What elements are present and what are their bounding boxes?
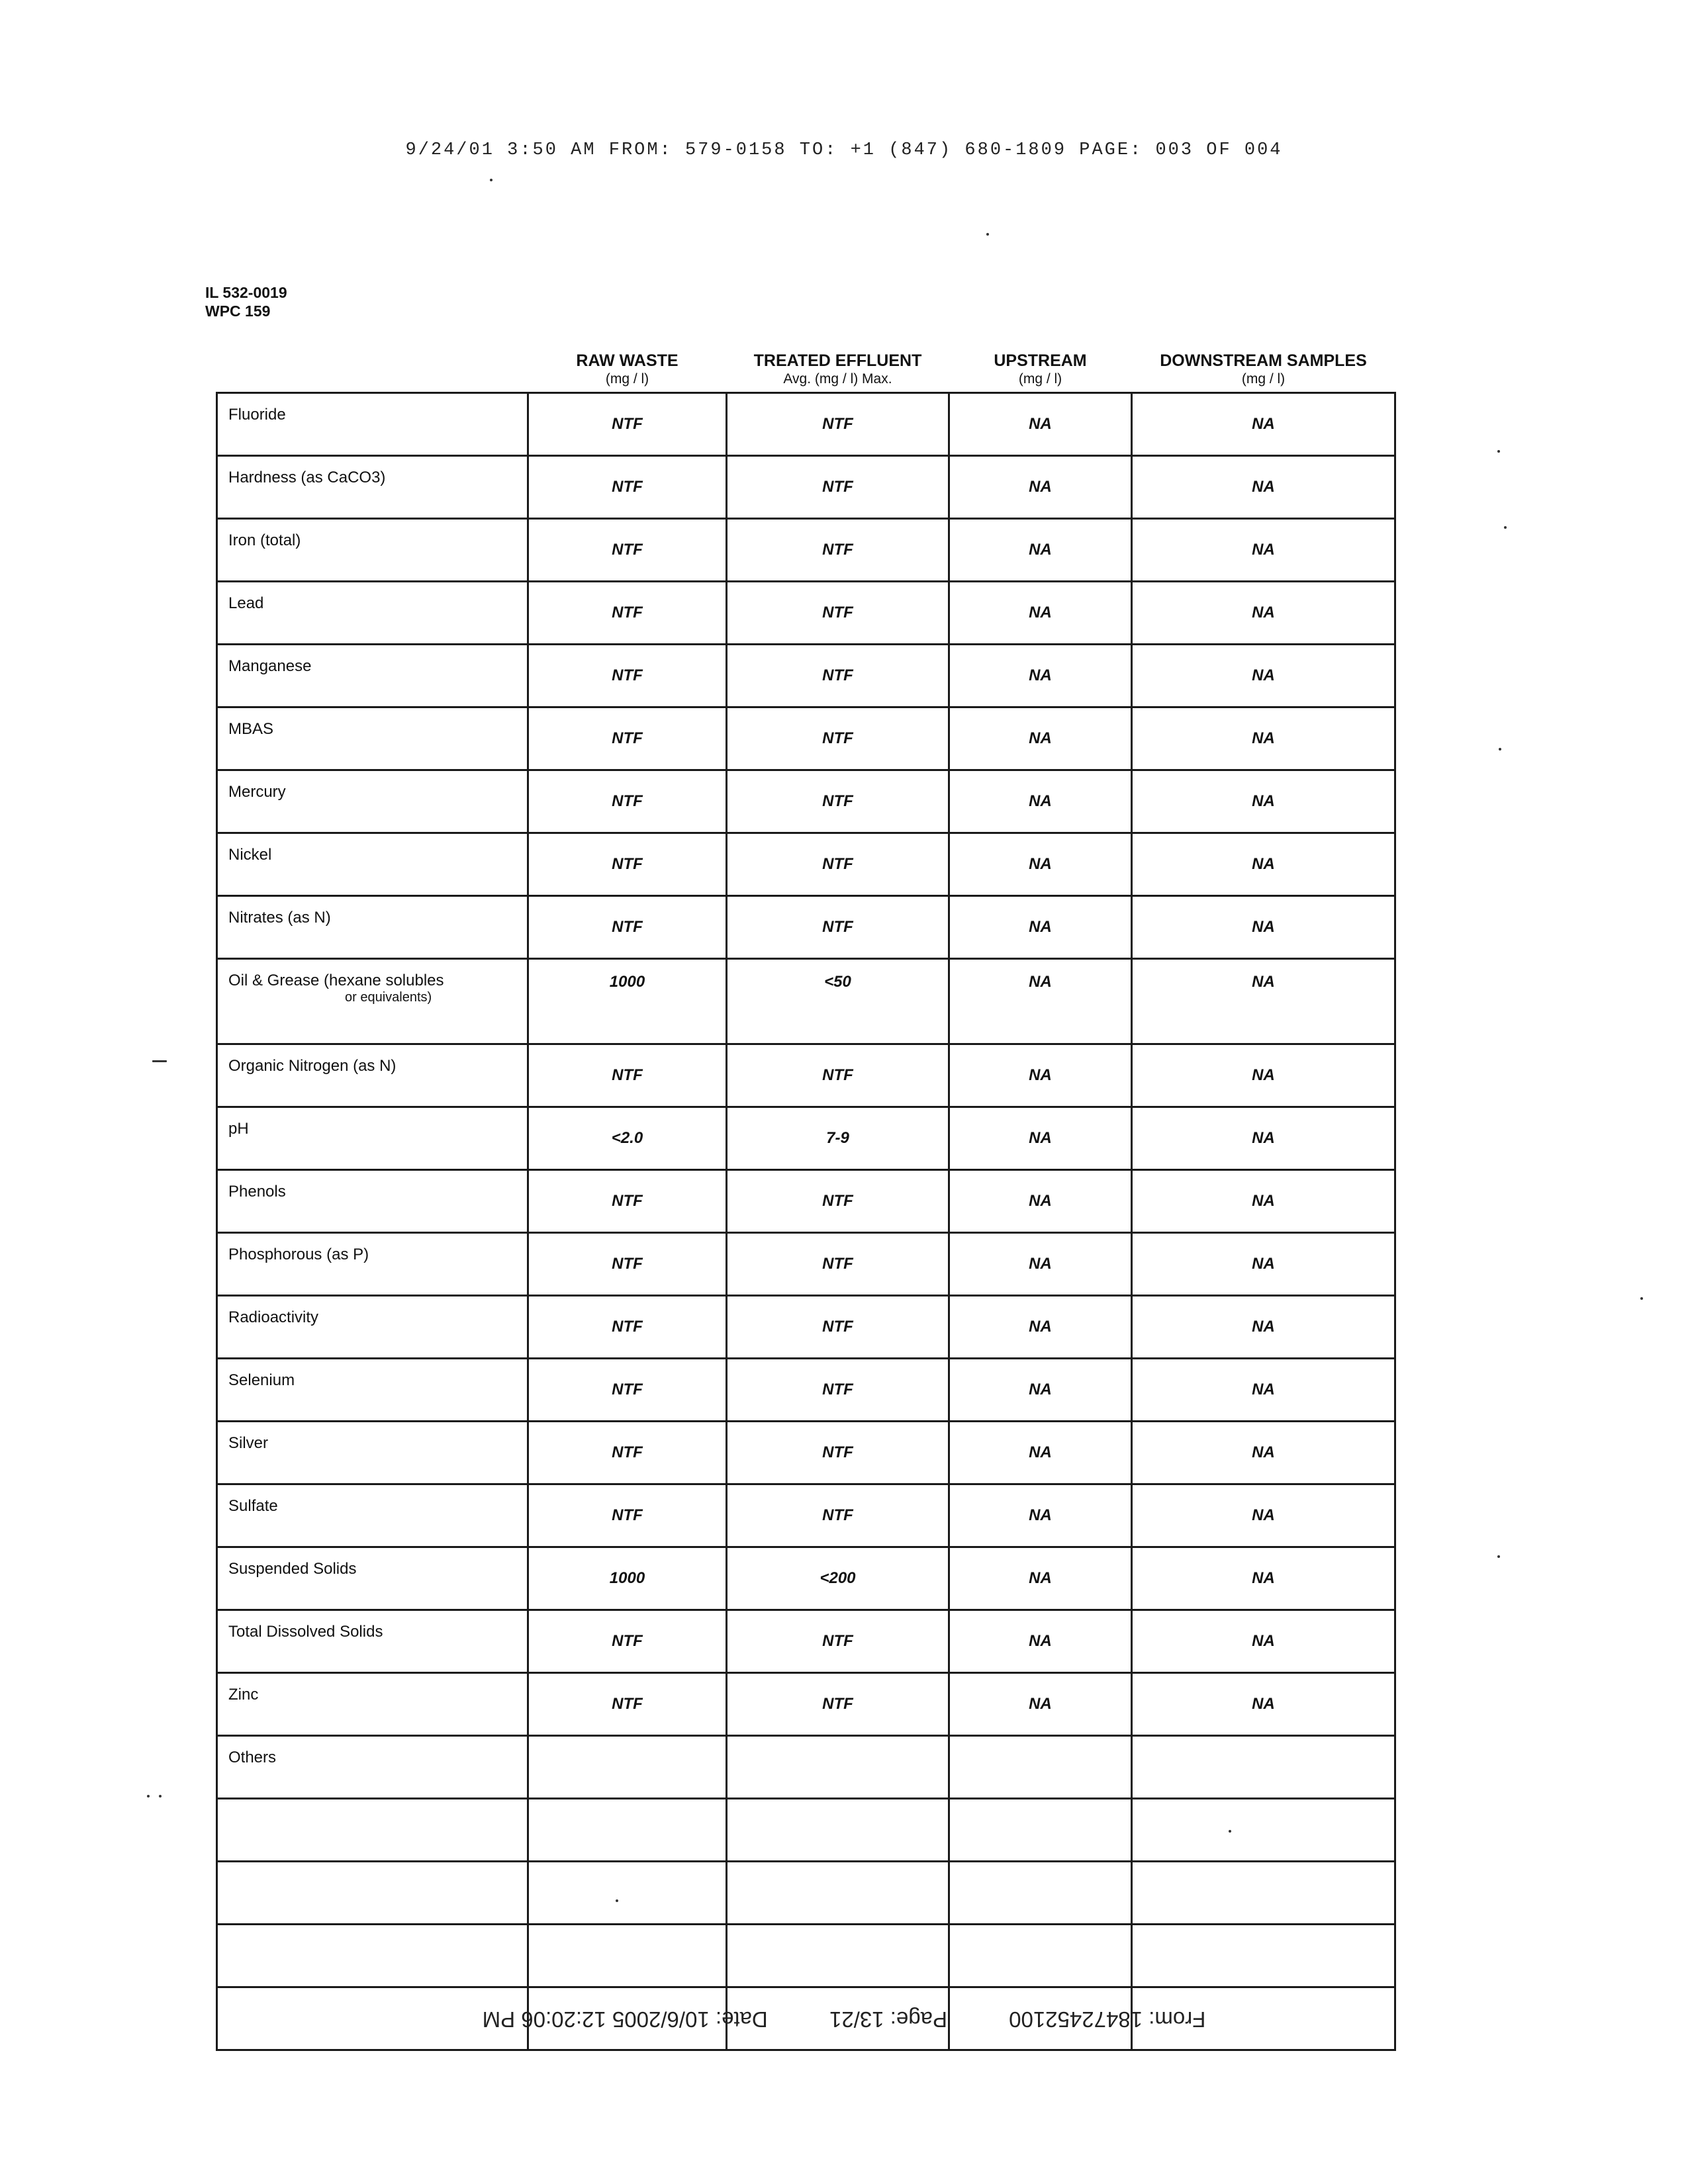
parameter-label: Fluoride (228, 406, 286, 424)
parameter-label: Total Dissolved Solids (228, 1623, 383, 1641)
column-title: DOWNSTREAM SAMPLES (1160, 351, 1367, 370)
value-cell-down: NA (1132, 1170, 1395, 1233)
value-cell-treated: NTF (727, 1484, 949, 1547)
table-row (217, 1925, 1395, 1987)
value-cell-down: NA (1132, 1296, 1395, 1359)
value-cell-raw: 1000 (528, 959, 727, 1044)
column-title: TREATED EFFLUENT (753, 351, 922, 370)
value-cell-raw: <2.0 (528, 1107, 727, 1170)
value-cell-up: NA (949, 1296, 1132, 1359)
value-cell-down: NA (1132, 393, 1395, 456)
table-row (217, 896, 1395, 959)
scan-speck (490, 179, 492, 181)
parameter-cell (217, 1170, 528, 1233)
parameter-label: Hardness (as CaCO3) (228, 469, 386, 486)
value-cell-up: NA (949, 1170, 1132, 1233)
parameter-cell (217, 1925, 528, 1987)
parameter-label: MBAS (228, 720, 274, 738)
table-row (217, 1296, 1395, 1359)
column-title: RAW WASTE (576, 351, 679, 370)
value-cell-treated: NTF (727, 456, 949, 519)
column-header-downstream-samples (1132, 328, 1395, 393)
value-cell-treated: NTF (727, 393, 949, 456)
value-cell-up: NA (949, 456, 1132, 519)
value-cell-up: NA (949, 393, 1132, 456)
parameter-cell (217, 707, 528, 770)
value-cell-up (949, 1799, 1132, 1862)
value-cell-treated: NTF (727, 1170, 949, 1233)
parameter-label: Nickel (228, 846, 272, 864)
value-cell-up: NA (949, 1547, 1132, 1610)
value-cell-treated: <50 (727, 959, 949, 1044)
parameter-label: Radioactivity (228, 1308, 319, 1326)
value-cell-down: NA (1132, 959, 1395, 1044)
parameter-label: Oil & Grease (hexane solubles (228, 972, 444, 989)
value-cell-down: NA (1132, 1673, 1395, 1736)
table-row (217, 1484, 1395, 1547)
table-row (217, 582, 1395, 645)
value-cell-up: NA (949, 645, 1132, 707)
value-cell-down: NA (1132, 645, 1395, 707)
column-header-parameter (217, 328, 528, 393)
table-row (217, 1107, 1395, 1170)
table-row (217, 833, 1395, 896)
parameter-cell (217, 645, 528, 707)
parameter-cell (217, 519, 528, 582)
document-id-line-2: WPC 159 (205, 302, 271, 320)
parameter-cell (217, 1233, 528, 1296)
table-row (217, 393, 1395, 456)
fax-footer-date: Date: 10/6/2005 12:20:06 PM (482, 2007, 768, 2032)
value-cell-raw: NTF (528, 1233, 727, 1296)
table-row (217, 456, 1395, 519)
value-cell-up: NA (949, 519, 1132, 582)
value-cell-raw: 1000 (528, 1547, 727, 1610)
parameter-cell (217, 1044, 528, 1107)
table-row (217, 1170, 1395, 1233)
value-cell-raw: NTF (528, 770, 727, 833)
scan-speck (1499, 748, 1501, 751)
fax-footer-upside-down (0, 2007, 1688, 2032)
value-cell-up: NA (949, 1673, 1132, 1736)
value-cell-up (949, 1736, 1132, 1799)
value-cell-up: NA (949, 1422, 1132, 1484)
parameter-label: Selenium (228, 1371, 295, 1389)
parameter-cell (217, 770, 528, 833)
parameter-cell (217, 1736, 528, 1799)
column-header-raw-waste (528, 328, 727, 393)
value-cell-treated: NTF (727, 707, 949, 770)
value-cell-raw: NTF (528, 645, 727, 707)
value-cell-up: NA (949, 1484, 1132, 1547)
column-title: UPSTREAM (994, 351, 1087, 370)
value-cell-raw (528, 1736, 727, 1799)
value-cell-down: NA (1132, 1484, 1395, 1547)
value-cell-raw: NTF (528, 1170, 727, 1233)
table-row (217, 770, 1395, 833)
fax-footer-page: Page: 13/21 (829, 2007, 947, 2032)
parameter-cell (217, 1359, 528, 1422)
column-unit: (mg / l) (605, 371, 649, 387)
table-row (217, 519, 1395, 582)
value-cell-down: NA (1132, 1547, 1395, 1610)
value-cell-raw: NTF (528, 1484, 727, 1547)
column-header-treated-effluent (727, 328, 949, 393)
scan-speck (1640, 1297, 1643, 1300)
value-cell-down: NA (1132, 1044, 1395, 1107)
value-cell-down: NA (1132, 707, 1395, 770)
value-cell-raw: NTF (528, 519, 727, 582)
table-row (217, 1044, 1395, 1107)
value-cell-treated: NTF (727, 519, 949, 582)
parameter-label-continued: or equivalents) (345, 990, 432, 1005)
table-row (217, 1610, 1395, 1673)
parameter-cell (217, 393, 528, 456)
parameter-cell (217, 1547, 528, 1610)
value-cell-treated: 7-9 (727, 1107, 949, 1170)
table-header-row (217, 328, 1395, 393)
value-cell-treated: NTF (727, 770, 949, 833)
parameter-label: Sulfate (228, 1497, 278, 1515)
fax-transmission-header: 9/24/01 3:50 AM FROM: 579-0158 TO: +1 (847) 680-1809 PAGE: 003 OF 004 (405, 140, 1283, 160)
parameter-label: Phenols (228, 1183, 286, 1201)
value-cell-down (1132, 1862, 1395, 1925)
parameter-label: Silver (228, 1434, 269, 1452)
value-cell-raw: NTF (528, 393, 727, 456)
column-unit: (mg / l) (1241, 371, 1286, 387)
value-cell-raw: NTF (528, 833, 727, 896)
value-cell-down: NA (1132, 456, 1395, 519)
value-cell-up: NA (949, 582, 1132, 645)
value-cell-treated: NTF (727, 1296, 949, 1359)
table-row (217, 1547, 1395, 1610)
value-cell-up: NA (949, 1233, 1132, 1296)
value-cell-treated (727, 1862, 949, 1925)
value-cell-up: NA (949, 770, 1132, 833)
value-cell-treated: NTF (727, 896, 949, 959)
scan-speck (986, 233, 989, 236)
value-cell-up: NA (949, 959, 1132, 1044)
parameter-label: Suspended Solids (228, 1560, 357, 1578)
parameter-label: Phosphorous (as P) (228, 1246, 369, 1263)
value-cell-up: NA (949, 1107, 1132, 1170)
value-cell-treated: NTF (727, 1359, 949, 1422)
value-cell-up (949, 1862, 1132, 1925)
table-row (217, 1422, 1395, 1484)
parameter-cell (217, 833, 528, 896)
value-cell-raw: NTF (528, 1422, 727, 1484)
document-id-line-1: IL 532-0019 (205, 284, 287, 301)
parameter-cell (217, 1484, 528, 1547)
value-cell-treated: NTF (727, 1422, 949, 1484)
value-cell-treated (727, 1925, 949, 1987)
value-cell-up (949, 1925, 1132, 1987)
parameter-cell (217, 1422, 528, 1484)
value-cell-down: NA (1132, 833, 1395, 896)
value-cell-up: NA (949, 833, 1132, 896)
table-row (217, 1799, 1395, 1862)
value-cell-raw: NTF (528, 456, 727, 519)
scan-speck (1497, 1555, 1500, 1558)
value-cell-down (1132, 1925, 1395, 1987)
parameter-label: Manganese (228, 657, 312, 675)
scan-speck (147, 1795, 150, 1797)
value-cell-raw (528, 1799, 727, 1862)
value-cell-down: NA (1132, 1359, 1395, 1422)
value-cell-down: NA (1132, 582, 1395, 645)
value-cell-treated (727, 1736, 949, 1799)
column-header-upstream (949, 328, 1132, 393)
value-cell-treated: NTF (727, 1233, 949, 1296)
table-row (217, 1862, 1395, 1925)
fax-footer-from: From: 18472452100 (1009, 2007, 1206, 2032)
value-cell-treated: NTF (727, 645, 949, 707)
parameter-cell (217, 1862, 528, 1925)
value-cell-raw: NTF (528, 1296, 727, 1359)
value-cell-up: NA (949, 1044, 1132, 1107)
parameter-cell (217, 1296, 528, 1359)
table-row (217, 1736, 1395, 1799)
scan-speck (152, 1060, 167, 1062)
table-row (217, 1359, 1395, 1422)
value-cell-raw (528, 1862, 727, 1925)
value-cell-treated: NTF (727, 833, 949, 896)
parameter-label: pH (228, 1120, 249, 1138)
parameter-label: Others (228, 1749, 277, 1766)
parameter-cell (217, 582, 528, 645)
scan-speck (159, 1795, 162, 1797)
value-cell-down: NA (1132, 1422, 1395, 1484)
value-cell-down: NA (1132, 1233, 1395, 1296)
parameter-cell (217, 896, 528, 959)
value-cell-raw: NTF (528, 896, 727, 959)
value-cell-raw: NTF (528, 1044, 727, 1107)
document-id (205, 283, 287, 320)
parameter-cell (217, 959, 528, 1044)
parameter-cell (217, 456, 528, 519)
parameter-cell (217, 1673, 528, 1736)
value-cell-treated (727, 1799, 949, 1862)
value-cell-down: NA (1132, 896, 1395, 959)
value-cell-treated: NTF (727, 582, 949, 645)
value-cell-up: NA (949, 707, 1132, 770)
parameter-cell (217, 1799, 528, 1862)
parameter-label: Lead (228, 594, 264, 612)
parameter-cell (217, 1107, 528, 1170)
value-cell-raw: NTF (528, 582, 727, 645)
value-cell-treated: NTF (727, 1673, 949, 1736)
value-cell-down: NA (1132, 770, 1395, 833)
parameter-label: Organic Nitrogen (as N) (228, 1057, 397, 1075)
scan-speck (1229, 1830, 1231, 1833)
table-row (217, 959, 1395, 1044)
value-cell-down: NA (1132, 519, 1395, 582)
wastewater-analysis-table (216, 328, 1396, 2051)
value-cell-treated: NTF (727, 1610, 949, 1673)
value-cell-treated: <200 (727, 1547, 949, 1610)
parameter-label: Nitrates (as N) (228, 909, 331, 927)
value-cell-treated: NTF (727, 1044, 949, 1107)
value-cell-up: NA (949, 1359, 1132, 1422)
value-cell-up: NA (949, 896, 1132, 959)
value-cell-down: NA (1132, 1107, 1395, 1170)
table-row (217, 1233, 1395, 1296)
scan-speck (616, 1899, 618, 1902)
parameter-cell (217, 1610, 528, 1673)
table-body (217, 393, 1395, 2050)
value-cell-down (1132, 1736, 1395, 1799)
parameter-label: Zinc (228, 1686, 259, 1704)
value-cell-down: NA (1132, 1610, 1395, 1673)
table-row (217, 645, 1395, 707)
column-unit: (mg / l) (1018, 371, 1062, 387)
parameter-label: Iron (total) (228, 531, 301, 549)
value-cell-raw: NTF (528, 1610, 727, 1673)
value-cell-down (1132, 1799, 1395, 1862)
table-row (217, 1673, 1395, 1736)
value-cell-raw (528, 1925, 727, 1987)
column-unit: Avg. (mg / l) Max. (783, 371, 892, 387)
parameter-label: Mercury (228, 783, 286, 801)
value-cell-raw: NTF (528, 1673, 727, 1736)
value-cell-up: NA (949, 1610, 1132, 1673)
value-cell-raw: NTF (528, 1359, 727, 1422)
table-row (217, 707, 1395, 770)
value-cell-raw: NTF (528, 707, 727, 770)
scan-speck (1497, 450, 1500, 453)
scan-speck (1504, 526, 1507, 529)
